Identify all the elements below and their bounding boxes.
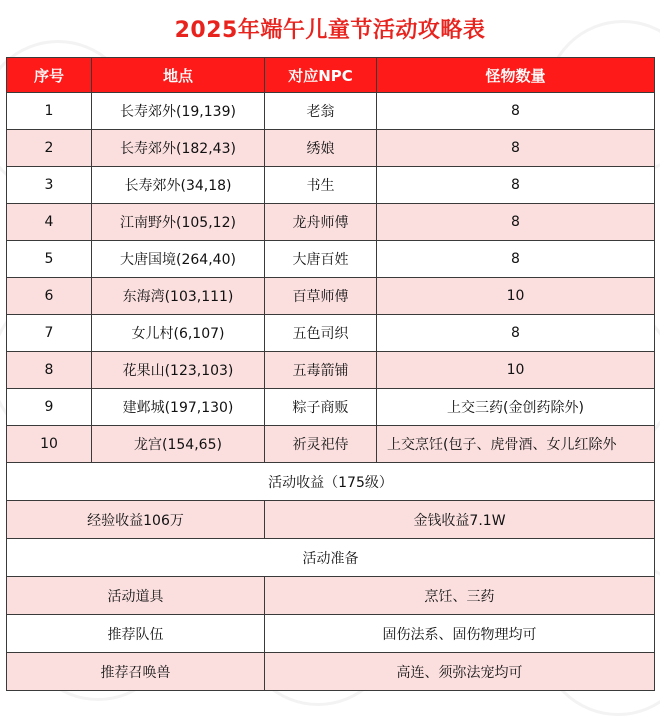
income-heading: 活动收益（175级）	[7, 463, 655, 501]
header-npc: 对应NPC	[265, 58, 377, 93]
income-heading-row	[7, 463, 655, 501]
row-npc: 书生	[265, 167, 377, 204]
header-location: 地点	[92, 58, 265, 93]
money-income: 金钱收益7.1W	[265, 501, 655, 539]
row-location: 长寿郊外(19,139)	[92, 93, 265, 130]
row-npc: 粽子商贩	[265, 389, 377, 426]
row-location: 长寿郊外(34,18)	[92, 167, 265, 204]
row-index: 10	[7, 426, 92, 463]
table-row	[7, 389, 655, 426]
row-location: 大唐国境(264,40)	[92, 241, 265, 278]
row-index: 7	[7, 315, 92, 352]
exp-income: 经验收益106万	[7, 501, 265, 539]
prep-label: 推荐队伍	[7, 615, 265, 653]
row-location: 东海湾(103,111)	[92, 278, 265, 315]
row-index: 1	[7, 93, 92, 130]
row-npc: 百草师傅	[265, 278, 377, 315]
row-location: 长寿郊外(182,43)	[92, 130, 265, 167]
row-npc: 老翁	[265, 93, 377, 130]
strategy-table	[6, 57, 655, 691]
prep-value: 固伤法系、固伤物理均可	[265, 615, 655, 653]
row-count: 上交烹饪(包子、虎骨酒、女儿红除外	[377, 426, 655, 463]
row-location: 龙宫(154,65)	[92, 426, 265, 463]
row-location: 建邺城(197,130)	[92, 389, 265, 426]
row-count: 8	[377, 167, 655, 204]
table-row	[7, 167, 655, 204]
prep-heading-row	[7, 539, 655, 577]
table-row	[7, 426, 655, 463]
row-count: 10	[377, 278, 655, 315]
row-count: 上交三药(金创药除外)	[377, 389, 655, 426]
table-row	[7, 204, 655, 241]
row-count: 8	[377, 204, 655, 241]
table-row	[7, 93, 655, 130]
row-npc: 五色司织	[265, 315, 377, 352]
row-index: 3	[7, 167, 92, 204]
table-row	[7, 352, 655, 389]
header-monster-count: 怪物数量	[377, 58, 655, 93]
row-npc: 祈灵祀侍	[265, 426, 377, 463]
row-npc: 五毒箭铺	[265, 352, 377, 389]
prep-value: 烹饪、三药	[265, 577, 655, 615]
row-location: 江南野外(105,12)	[92, 204, 265, 241]
page-title: 2025年端午儿童节活动攻略表	[174, 18, 486, 43]
table-row	[7, 130, 655, 167]
row-index: 8	[7, 352, 92, 389]
row-count: 8	[377, 130, 655, 167]
table-row	[7, 278, 655, 315]
row-npc: 龙舟师傅	[265, 204, 377, 241]
income-row	[7, 501, 655, 539]
table-row	[7, 241, 655, 278]
row-count: 8	[377, 241, 655, 278]
table-header-row	[7, 58, 655, 93]
prep-value: 高连、须弥法宠均可	[265, 653, 655, 691]
row-location: 花果山(123,103)	[92, 352, 265, 389]
prep-label: 活动道具	[7, 577, 265, 615]
row-count: 10	[377, 352, 655, 389]
row-npc: 大唐百姓	[265, 241, 377, 278]
prep-row	[7, 653, 655, 691]
row-npc: 绣娘	[265, 130, 377, 167]
table-row	[7, 315, 655, 352]
row-location: 女儿村(6,107)	[92, 315, 265, 352]
header-index: 序号	[7, 58, 92, 93]
prep-row	[7, 615, 655, 653]
row-index: 4	[7, 204, 92, 241]
row-index: 5	[7, 241, 92, 278]
prep-row	[7, 577, 655, 615]
row-index: 6	[7, 278, 92, 315]
row-count: 8	[377, 315, 655, 352]
prep-label: 推荐召唤兽	[7, 653, 265, 691]
row-count: 8	[377, 93, 655, 130]
prep-heading: 活动准备	[7, 539, 655, 577]
row-index: 9	[7, 389, 92, 426]
row-index: 2	[7, 130, 92, 167]
